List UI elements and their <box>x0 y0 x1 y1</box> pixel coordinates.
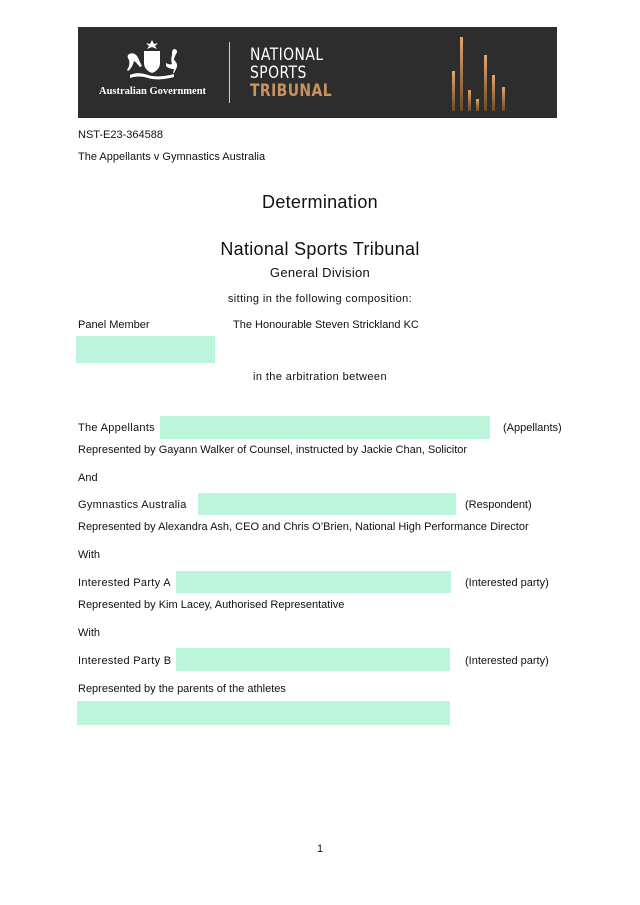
tribunal-heading: National Sports Tribunal <box>220 239 420 259</box>
redaction-block <box>77 701 450 725</box>
redaction-block <box>176 648 450 671</box>
header-banner <box>78 27 557 118</box>
with-text: With <box>78 549 100 561</box>
arbitration-text: in the arbitration between <box>253 371 387 383</box>
interested-party-a-representation: Represented by Kim Lacey, Authorised Representative <box>78 599 345 611</box>
respondent-role: (Respondent) <box>465 499 532 511</box>
interested-party-b-role: (Interested party) <box>465 655 549 667</box>
redaction-block <box>76 336 215 363</box>
appellants-label: The Appellants <box>78 422 155 434</box>
respondent-label: Gymnastics Australia <box>78 499 187 511</box>
tribunal-bars-icon <box>448 35 518 113</box>
tribunal-logo-line1: NATIONAL <box>250 45 324 65</box>
document-title: Determination <box>262 192 378 212</box>
page-number: 1 <box>316 843 324 855</box>
composition-text: sitting in the following composition: <box>227 293 413 305</box>
redaction-block <box>176 571 451 593</box>
redaction-block <box>198 493 456 515</box>
government-label: Australian Government <box>99 86 207 97</box>
with-text: With <box>78 627 100 639</box>
tribunal-logo-line2: SPORTS <box>250 63 307 83</box>
interested-party-b-label: Interested Party B <box>78 655 172 667</box>
tribunal-logo-line3: TRIBUNAL <box>250 81 332 101</box>
redaction-block <box>160 416 490 439</box>
respondent-representation: Represented by Alexandra Ash, CEO and Chris O’Brien, National High Performance Director <box>78 521 529 533</box>
banner-divider <box>229 42 230 103</box>
interested-party-a-role: (Interested party) <box>465 577 549 589</box>
interested-party-b-representation: Represented by the parents of the athletes <box>78 683 286 695</box>
and-text: And <box>78 472 98 484</box>
case-number: NST-E23-364588 <box>78 129 163 141</box>
panel-member-label: Panel Member <box>78 319 150 331</box>
panel-member-value: The Honourable Steven Strickland KC <box>233 319 419 331</box>
interested-party-a-label: Interested Party A <box>78 577 171 589</box>
appellants-role: (Appellants) <box>503 422 562 434</box>
division-heading: General Division <box>269 265 371 280</box>
appellants-representation: Represented by Gayann Walker of Counsel, instructed by Jackie Chan, Solicitor <box>78 444 468 456</box>
case-name: The Appellants v Gymnastics Australia <box>78 151 266 163</box>
coat-of-arms-icon <box>122 39 182 83</box>
